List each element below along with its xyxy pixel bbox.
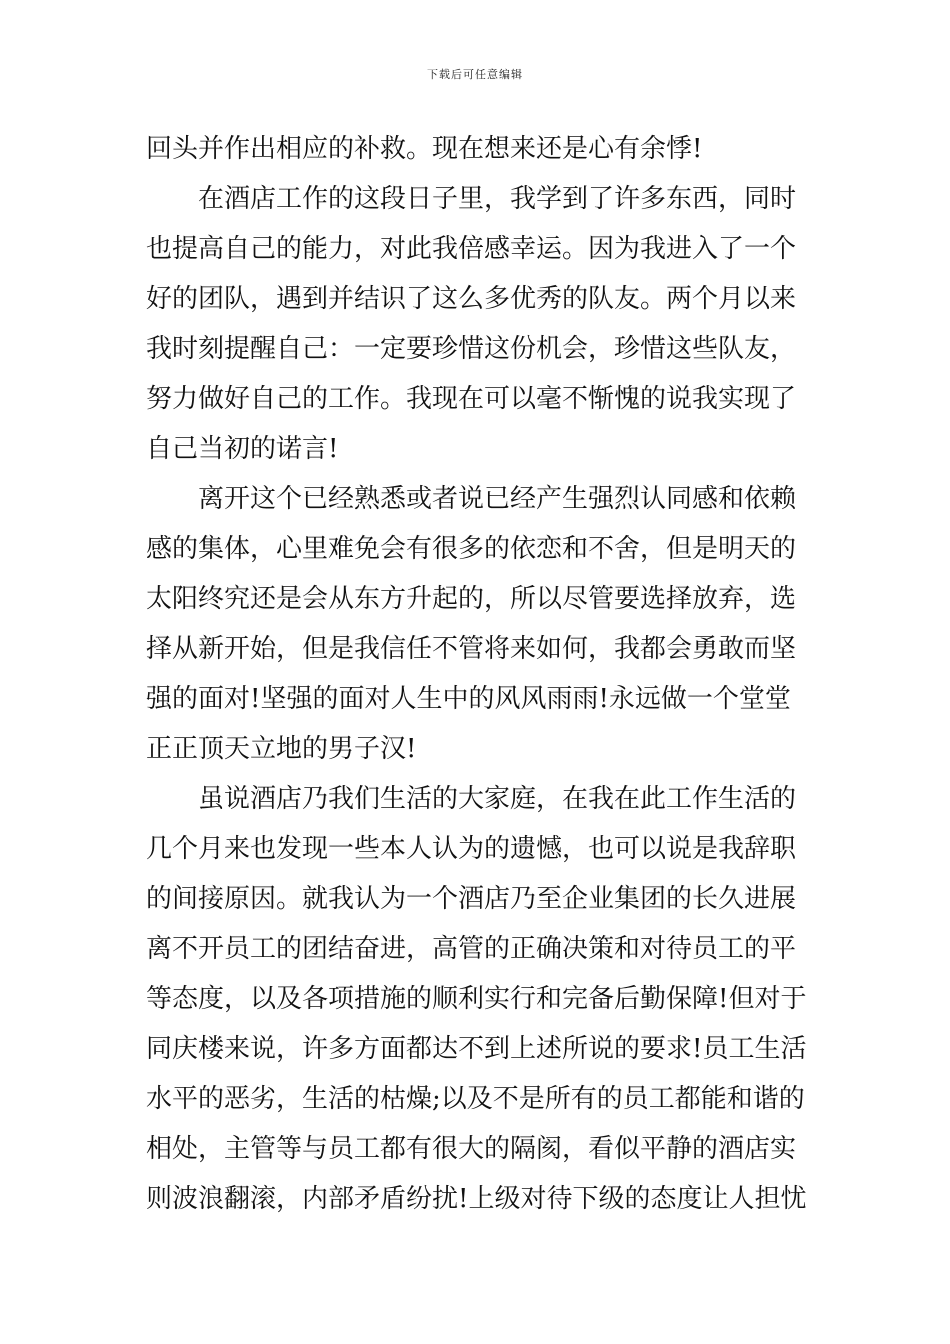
- text-line: 我时刻提醒自己：一定要珍惜这份机会，珍惜这些队友，: [146, 334, 797, 364]
- text-line: 也提高自己的能力，对此我倍感幸运。因为我进入了一个: [146, 234, 797, 264]
- text-line: 自己当初的诺言!: [146, 434, 339, 464]
- text-line: 几个月来也发现一些本人认为的遗憾，也可以说是我辞职: [146, 834, 797, 864]
- paragraph: [146, 124, 808, 174]
- text-line: 离不开员工的团结奋进，高管的正确决策和对待员工的平: [146, 934, 797, 964]
- text-line: 则波浪翻滚，内部矛盾纷扰!上级对待下级的态度让人担忧: [146, 1184, 807, 1214]
- document-body: [146, 124, 808, 1224]
- text-line: 离开这个已经熟悉或者说已经产生强烈认同感和依赖: [198, 484, 797, 514]
- paragraph: [146, 474, 808, 774]
- text-line: 感的集体，心里难免会有很多的依恋和不舍，但是明天的: [146, 534, 797, 564]
- text-line: 的间接原因。就我认为一个酒店乃至企业集团的长久进展: [146, 884, 797, 914]
- paragraph: [146, 174, 808, 474]
- text-line: 同庆楼来说，许多方面都达不到上述所说的要求!员工生活: [146, 1034, 807, 1064]
- text-line: 好的团队，遇到并结识了这么多优秀的队友。两个月以来: [146, 284, 797, 314]
- text-line: 虽说酒店乃我们生活的大家庭，在我在此工作生活的: [198, 784, 797, 814]
- text-line: 相处，主管等与员工都有很大的隔阂，看似平静的酒店实: [146, 1134, 797, 1164]
- text-line: 择从新开始，但是我信任不管将来如何，我都会勇敢而坚: [146, 634, 797, 664]
- text-line: 正正顶天立地的男子汉!: [146, 734, 417, 764]
- text-line: 太阳终究还是会从东方升起的，所以尽管要选择放弃，选: [146, 584, 797, 614]
- page-header: 下载后可任意编辑: [427, 68, 523, 81]
- text-line: 努力做好自己的工作。我现在可以毫不惭愧的说我实现了: [146, 384, 797, 414]
- paragraph: [146, 774, 808, 1224]
- text-line: 等态度，以及各项措施的顺利实行和完备后勤保障!但对于: [146, 984, 807, 1014]
- text-line: 水平的恶劣，生活的枯燥;以及不是所有的员工都能和谐的: [146, 1084, 805, 1114]
- text-line: 强的面对!坚强的面对人生中的风风雨雨!永远做一个堂堂: [146, 684, 791, 714]
- text-line: 在酒店工作的这段日子里，我学到了许多东西，同时: [198, 184, 797, 214]
- text-line: 回头并作出相应的补救。现在想来还是心有余悸!: [146, 134, 703, 164]
